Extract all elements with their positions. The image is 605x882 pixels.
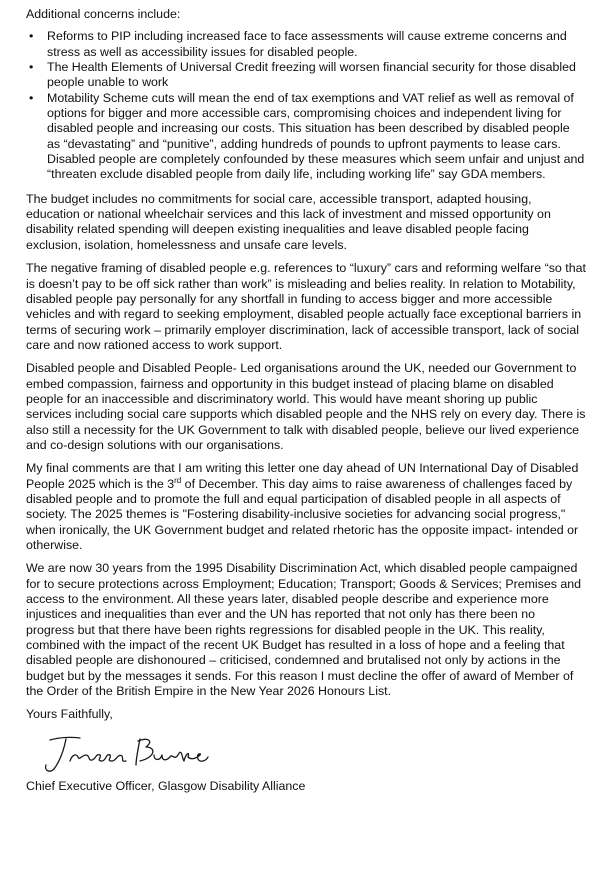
paragraph-framing: The negative framing of disabled people e.g. references to “luxury” cars and reforming welfare “so that is doesn’t pay to be off sick rather than work” is misleading and belies reality. In relation to Motability, disabled people pay personally for any shortfall in funding to access bigger and more accessible vehicles and with regard to seeking employment, disabled people actually face exceptional barriers in terms of securing work – primarily employer discrimination, lack of accessible transport, lack of social care and now rationed access to work support. [26, 261, 586, 352]
paragraph-final-comments [26, 461, 586, 553]
list-item: • Motability Scheme cuts will mean the end of tax exemptions and VAT relief as well as removal of options for bigger and more accessible cars, compromising choices and independent living for disabled people and increasing our costs. This situation has been described by disabled people as “devastating” and “punitive”, adding hundreds of pounds to upfront payments to lease cars. Disabled people are completely confounded by these measures which seem unfair and unjust and “threaten exclude disabled people from daily life, including working life” say GDA members. [26, 91, 586, 183]
list-item: • The Health Elements of Universal Credit freezing will worsen financial security for those disabled people unable to work [26, 60, 586, 91]
paragraph-decline-honour: We are now 30 years from the 1995 Disability Discrimination Act, which disabled people campaigned for to secure protections across Employment; Education; Transport; Goods & Services; Premises and access to the environment. All these years later, disabled people describe and experience more injustices and inequalities than ever and the UN has reported that not only has there been no progress but that there have been rights regressions for disabled people in the UK. This reality, combined with the impact of the recent UK Budget has resulted in a loss of hope and a feeling that disabled people are dishonoured – criticised, condemned and brutalised not only by actions in the budget but by the messages it sends. For this reason I must decline the offer of award of Member of the Order of the British Empire in the New Year 2026 Honours List. [26, 561, 582, 699]
signature-strokes [46, 737, 208, 771]
paragraph-organisations: Disabled people and Disabled People- Led organisations around the UK, needed our Government to embed compassion, fairness and opportunity in this budget instead of placing blame on disabled people for an inaccessible and discriminatory world. This would have meant shoring up public services including social care supports which disabled people and the NHS rely on every day. There is also still a necessity for the UK Government to talk with disabled people, believe our lived experience and co-design solutions with our organisations. [26, 361, 586, 452]
signer-role: Chief Executive Officer, Glasgow Disability Alliance [26, 778, 306, 793]
letter-page [26, 7, 586, 794]
handwritten-signature [36, 731, 216, 775]
closing-salutation: Yours Faithfully, [26, 707, 113, 722]
ordinal-suffix: rd [174, 475, 182, 485]
paragraph-budget: The budget includes no commitments for social care, accessible transport, adapted housing, education or national wheelchair services and this lack of investment and missed opportunity on disability related spending will deepen existing inequalities and leave disabled people facing exclusion, isolation, homelessness and unsafe care levels. [26, 191, 551, 252]
final-comments-text-a: My final comments are that I am writing this letter one day ahead of UN International Day of Disabled People 2025 which is the 3 [26, 461, 579, 491]
final-comments-text-b: of December. This day aims to raise awareness of challenges faced by disabled people and to promote the full and equal participation of disabled people in all aspects of society. The 2025 themes is "Fostering disability-inclusive societies for advancing social progress," when ironically, the UK Government budget and related rhetoric has the opposite impact- intended or otherwise. [26, 476, 579, 552]
list-item: • Reforms to PIP including increased face to face assessments will cause extreme concerns and stress as well as accessibility issues for disabled people. [26, 29, 586, 60]
intro-line: Additional concerns include: [26, 7, 181, 21]
concerns-list [26, 29, 586, 182]
